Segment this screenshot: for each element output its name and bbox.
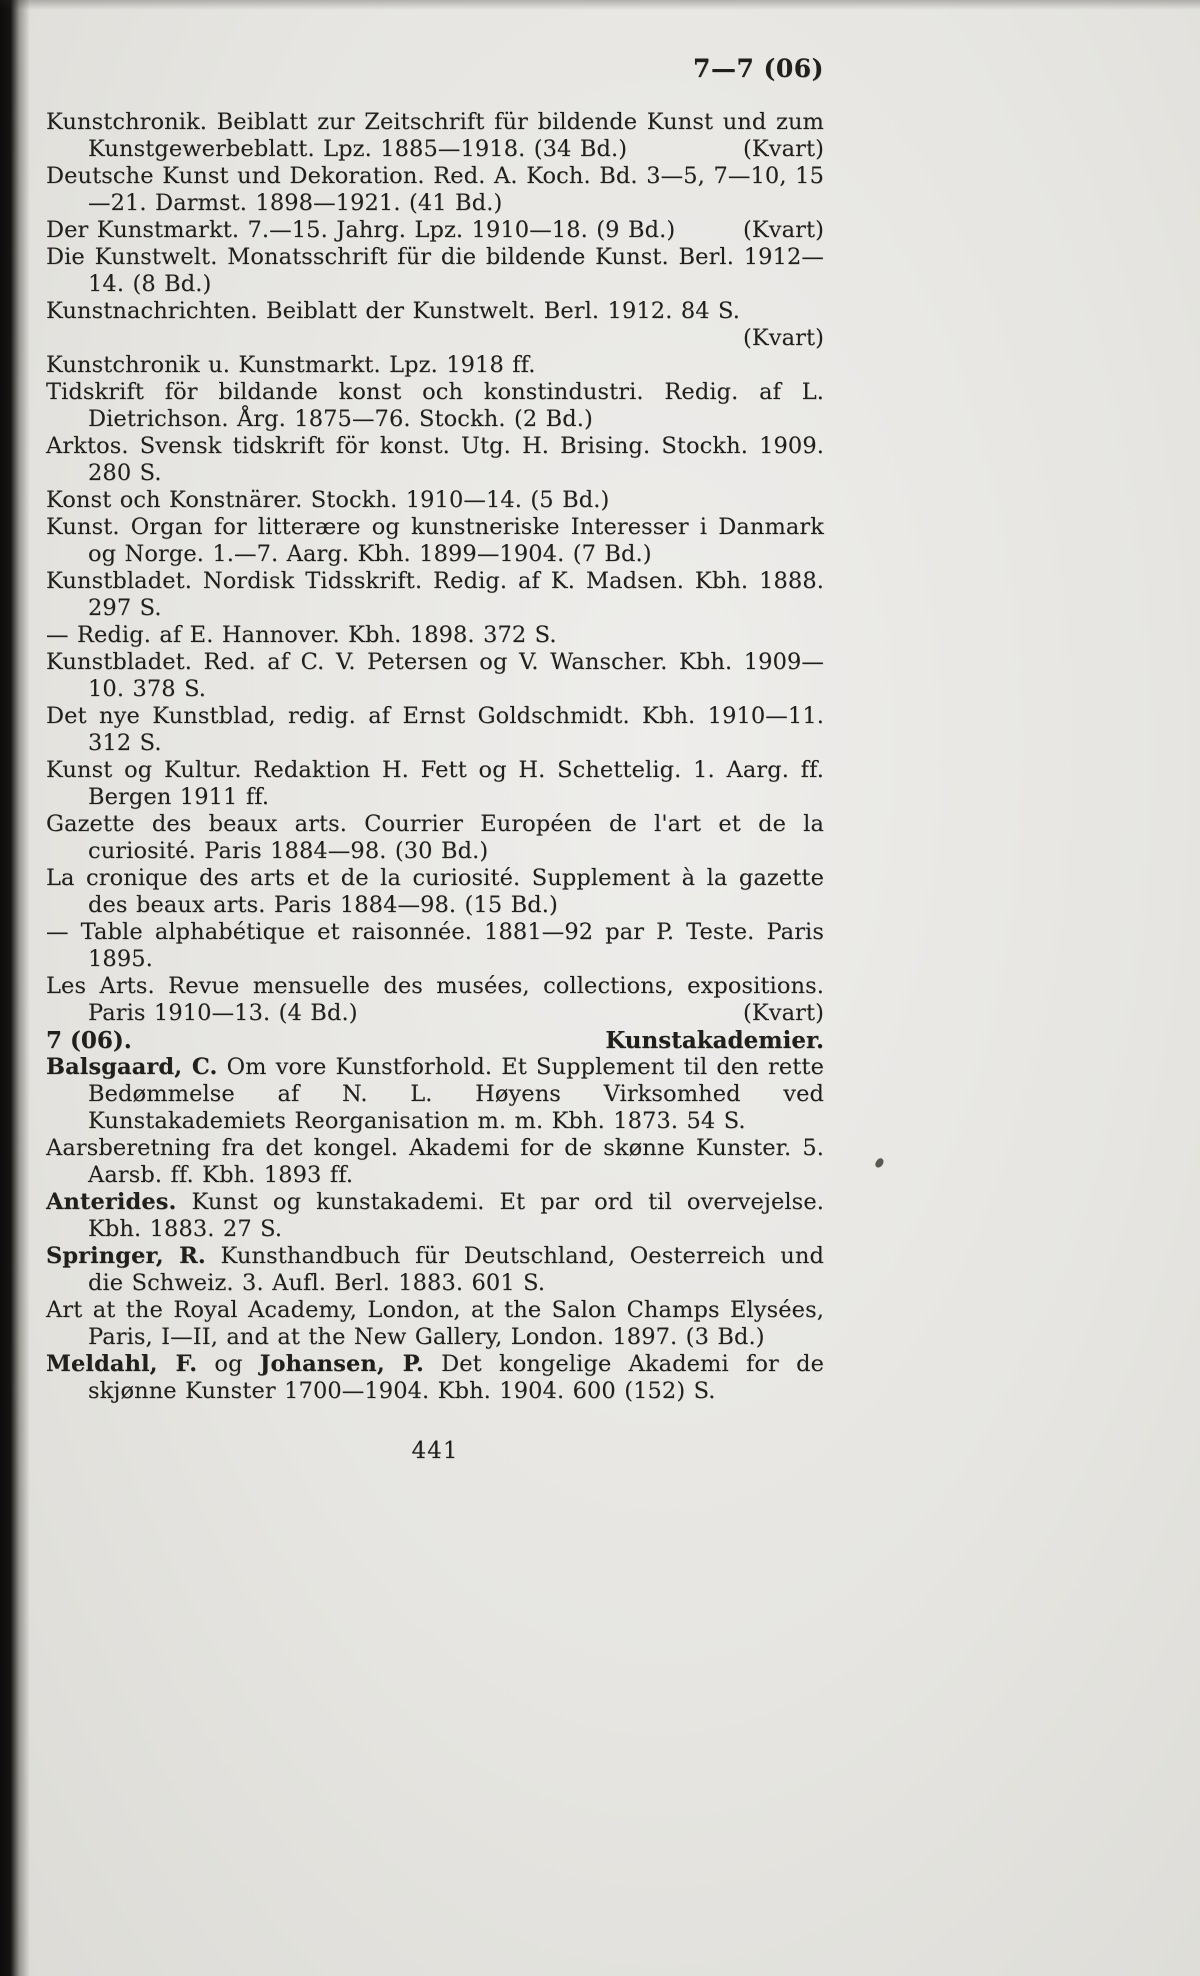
bib-entry: [46, 757, 824, 811]
entry-text: Die Kunstwelt. Monatsschrift für die bildende Kunst. Berl. 1912—14. (8 Bd.): [46, 244, 824, 297]
entry-text: — Table alphabétique et raisonnée. 1881—92 par P. Teste. Paris 1895.: [46, 919, 824, 972]
entry-text: Les Arts. Revue mensuelle des musées, collections, expositions. Paris 1910—13. (4 Bd.): [46, 973, 824, 1026]
bib-entry: [46, 487, 824, 514]
bib-entry: [46, 865, 824, 919]
bib-entry: [46, 109, 824, 163]
entry-text: Gazette des beaux arts. Courrier Européen de l'art et de la curiosité. Paris 1884—98. (30 Bd.): [46, 811, 824, 864]
entry-author: Meldahl, F.: [46, 1351, 198, 1377]
entry-text: Art at the Royal Academy, London, at the Salon Champs Elysées, Paris, I—II, and at the New Gallery, London. 1897. (3 Bd.): [46, 1297, 824, 1350]
entry-text: Det kongelige Akademi for de skjønne Kunster 1700—1904. Kbh. 1904. 600 (152) S.: [88, 1351, 825, 1404]
entry-author: Springer, R.: [46, 1243, 206, 1269]
entry-text: La cronique des arts et de la curiosité. Supplement à la gazette des beaux arts. Paris 1884—98. (15 Bd.): [46, 865, 824, 918]
entry-text: Kunst og Kultur. Redaktion H. Fett og H. Schettelig. 1. Aarg. ff. Bergen 1911 ff.: [46, 757, 824, 810]
section-heading-number: 7 (06).: [46, 1027, 132, 1054]
entry-author: Anterides.: [46, 1189, 177, 1215]
entry-text: Arktos. Svensk tidskrift för konst. Utg. H. Brising. Stockh. 1909. 280 S.: [46, 433, 824, 486]
entry-text: Det nye Kunstblad, redig. af Ernst Goldschmidt. Kbh. 1910—11. 312 S.: [46, 703, 824, 756]
entry-text: Kunst. Organ for litterære og kunstneriske Interesser i Danmark og Norge. 1.—7. Aarg. Kbh. 1899—1904. (7 Bd.): [46, 514, 824, 567]
entry-text: Kunstnachrichten. Beiblatt der Kunstwelt. Berl. 1912. 84 S.: [46, 298, 740, 324]
bib-entry: [46, 919, 824, 973]
entry-text: Om vore Kunstforhold. Et Supplement til den rette Bedømmelse af N. L. Høyens Virksomhed ved Kunstakademiets Reorganisation m. m. Kbh. 1873. 54 S.: [88, 1054, 824, 1134]
bib-entry: [46, 1054, 824, 1135]
format-note-kvart: (Kvart): [743, 217, 824, 243]
section-heading: [46, 1027, 824, 1054]
bib-entry: [46, 298, 824, 352]
entry-text: Tidskrift för bildande konst och konstindustri. Redig. af L. Dietrichson. Årg. 1875—76. Stockh. (2 Bd.): [46, 379, 824, 432]
bib-entry: [46, 514, 824, 568]
entry-text: og: [197, 1351, 260, 1377]
entry-text: Kunsthandbuch für Deutschland, Oesterreich und die Schweiz. 3. Aufl. Berl. 1883. 601 S.: [88, 1243, 824, 1296]
bib-entry: [46, 1351, 824, 1405]
bibliography-section-kunstakademier: [46, 1054, 824, 1405]
bib-entry: [46, 568, 824, 622]
entry-author: Johansen, P.: [259, 1351, 424, 1377]
format-note-kvart: (Kvart): [743, 325, 824, 351]
bib-entry: [46, 217, 824, 244]
page-number: 441: [411, 1438, 459, 1464]
entry-text: Der Kunstmarkt. 7.—15. Jahrg. Lpz. 1910—18. (9 Bd.): [46, 217, 676, 243]
entry-text: Kunstchronik. Beiblatt zur Zeitschrift für bildende Kunst und zum Kunstgewerbeblatt. Lpz. 1885—1918. (34 Bd.): [46, 109, 824, 162]
page-content: [46, 54, 824, 1405]
entry-text: Kunstchronik u. Kunstmarkt. Lpz. 1918 ff.: [46, 352, 536, 378]
bib-entry: [46, 379, 824, 433]
bib-entry: [46, 649, 824, 703]
page-header: [46, 54, 824, 83]
bib-entry: [46, 433, 824, 487]
bib-entry: [46, 811, 824, 865]
bib-entry: [46, 1243, 824, 1297]
entry-text: Kunstbladet. Nordisk Tidsskrift. Redig. af K. Madsen. Kbh. 1888. 297 S.: [46, 568, 824, 621]
scan-gutter-shadow: [0, 0, 30, 1976]
bib-entry: [46, 622, 824, 649]
bib-entry: [46, 163, 824, 217]
bib-entry: [46, 973, 824, 1027]
bib-entry: [46, 1135, 824, 1189]
section-heading-title: Kunstakademier.: [605, 1027, 824, 1054]
format-note-kvart: (Kvart): [743, 136, 824, 162]
bib-entry: [46, 352, 824, 379]
entry-text: Aarsberetning fra det kongel. Akademi for de skønne Kunster. 5. Aarsb. ff. Kbh. 1893 ff.: [46, 1135, 824, 1188]
bib-entry: [46, 244, 824, 298]
scan-artifact: [874, 1157, 886, 1169]
entry-text: — Redig. af E. Hannover. Kbh. 1898. 372 S.: [46, 622, 557, 648]
bib-entry: [46, 703, 824, 757]
entry-text: Deutsche Kunst und Dekoration. Red. A. Koch. Bd. 3—5, 7—10, 15—21. Darmst. 1898—1921. (41 Bd.): [46, 163, 824, 216]
entry-author: Balsgaard, C.: [46, 1054, 218, 1080]
scan-top-shadow: [0, 0, 1200, 10]
bib-entry: [46, 1189, 824, 1243]
running-head-section-code: 7—7 (06): [693, 54, 824, 83]
format-note-kvart: (Kvart): [743, 1000, 824, 1026]
entry-text: Kunstbladet. Red. af C. V. Petersen og V. Wanscher. Kbh. 1909—10. 378 S.: [46, 649, 824, 702]
entry-text: Konst och Konstnärer. Stockh. 1910—14. (5 Bd.): [46, 487, 610, 513]
entry-text: Kunst og kunstakademi. Et par ord til overvejelse. Kbh. 1883. 27 S.: [88, 1189, 824, 1242]
bib-entry: [46, 1297, 824, 1351]
bibliography-section-periodicals: [46, 109, 824, 1027]
